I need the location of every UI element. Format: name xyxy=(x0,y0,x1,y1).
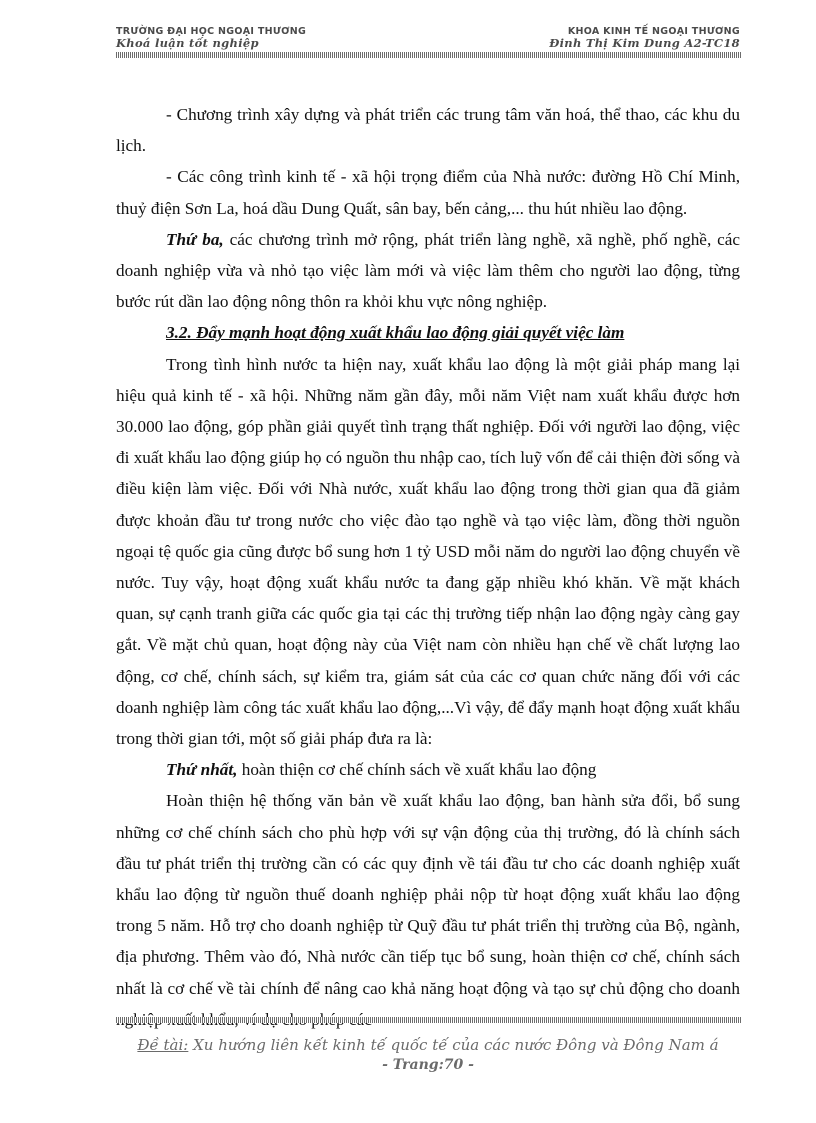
paragraph-text: hoàn thiện cơ chế chính sách về xuất khẩu lao động xyxy=(237,760,597,780)
paragraph: Trong tình hình nước ta hiện nay, xuất khẩu lao động là một giải pháp mang lại hiệu quả kinh tế - xã hội. Những năm gần đây, mỗi năm Việt nam xuất khẩu được hơn 30.000 lao động, góp phần giải quyết tình trạng thất nghiệp. Đối với người lao động, việc đi xuất khẩu lao động giúp họ có nguồn thu nhập cao, tích luỹ vốn để cải thiện đời sống và điều kiện làm việc. Đối với Nhà nước, xuất khẩu lao động trong thời gian qua đã giảm được khoản đầu tư trong nước cho việc đào tạo nghề và tạo việc làm, đồng thời nguồn ngoại tệ quốc gia cũng được bổ sung hơn 1 tỷ USD mỗi năm do người lao động chuyển về nước. Tuy vậy, hoạt động xuất khẩu nước ta đang gặp nhiều khó khăn. Về mặt khách quan, sự cạnh tranh giữa các quốc gia tại các thị trường tiếp nhận lao động ngày càng gay gắt. Về mặt chủ quan, hoạt động này của Việt nam còn nhiều hạn chế về chất lượng lao động, cơ chế, chính sách, sự kiểm tra, giám sát của các cơ quan chức năng đối với các doanh nghiệp làm công tác xuất khẩu lao động,...Vì vậy, để đẩy mạnh hoạt động xuất khẩu trong thời gian tới, một số giải pháp đưa ra là: xyxy=(116,354,740,749)
paragraph: Hoàn thiện hệ thống văn bản về xuất khẩu lao động, ban hành sửa đổi, bổ sung những cơ chế chính sách cho phù hợp với sự vận động của thị trường, đó là chính sách đầu tư phát triển thị trường cần có các quy định về tái đầu tư cho các doanh nghiệp xuất khẩu lao động từ nguồn thuế doanh nghiệp phải nộp từ hoạt động xuất khẩu lao động trong 5 năm. Hỗ trợ cho doanh nghiệp từ Quỹ đầu tư phát triển thị trường của Bộ, ngành, địa phương. Thêm vào đó, Nhà nước cần tiếp tục bổ sung, hoàn thiện cơ chế, chính sách nhất là cơ chế về tài chính để nâng cao khả năng hoạt động và tạo sự chủ động cho doanh xyxy=(116,791,740,998)
header-right xyxy=(549,26,740,50)
page-number: 70 xyxy=(443,1057,464,1073)
header-left xyxy=(116,26,306,50)
page-header xyxy=(116,26,740,66)
page-prefix: - Trang: xyxy=(382,1057,444,1073)
university-name: TRƯỜNG ĐẠI HỌC NGOẠI THƯƠNG xyxy=(116,26,307,37)
paragraph: - Chương trình xây dựng và phát triển các trung tâm văn hoá, thể thao, các khu du lịch. xyxy=(116,105,740,156)
paragraph xyxy=(116,224,740,318)
page-number-line xyxy=(116,1056,740,1074)
paragraph-lead: Thứ ba, xyxy=(166,229,224,249)
document-type: Khoá luận tốt nghiệp xyxy=(116,36,259,50)
page-suffix: - xyxy=(463,1057,474,1073)
thesis-topic xyxy=(116,1034,740,1056)
author-name: Đinh Thị Kim Dung A2-TC18 xyxy=(549,36,740,50)
topic-text: Xu hướng liên kết kinh tế quốc tế của các nước Đông và Đông Nam á xyxy=(188,1036,719,1054)
paragraph: - Các công trình kinh tế - xã hội trọng điểm của Nhà nước: đường Hồ Chí Minh, thuỷ điện Sơn La, hoá dầu Dung Quất, sân bay, bến cảng,... thu hút nhiều lao động. xyxy=(116,167,740,218)
paragraph-lead: Thứ nhất, xyxy=(166,760,238,780)
paragraph-text: các chương trình mở rộng, phát triển làng nghề, xã nghề, phố nghề, các doanh nghiệp vừa và nhỏ tạo việc làm mới và việc làm thêm cho người lao động, từng bước rút dần lao động nông thôn ra khỏi khu vực nông nghiệp. xyxy=(116,229,740,312)
faculty-name: KHOA KINH TẾ NGOẠI THƯƠNG xyxy=(567,26,740,37)
paragraph xyxy=(116,754,740,785)
page-body xyxy=(116,99,740,1035)
page-footer xyxy=(116,1034,740,1074)
footer-divider xyxy=(116,1017,741,1023)
section-heading: 3.2. Đẩy mạnh hoạt động xuất khẩu lao động giải quyết việc làm xyxy=(166,323,625,343)
header-divider xyxy=(116,52,741,58)
topic-label: Đề tài: xyxy=(137,1036,189,1054)
